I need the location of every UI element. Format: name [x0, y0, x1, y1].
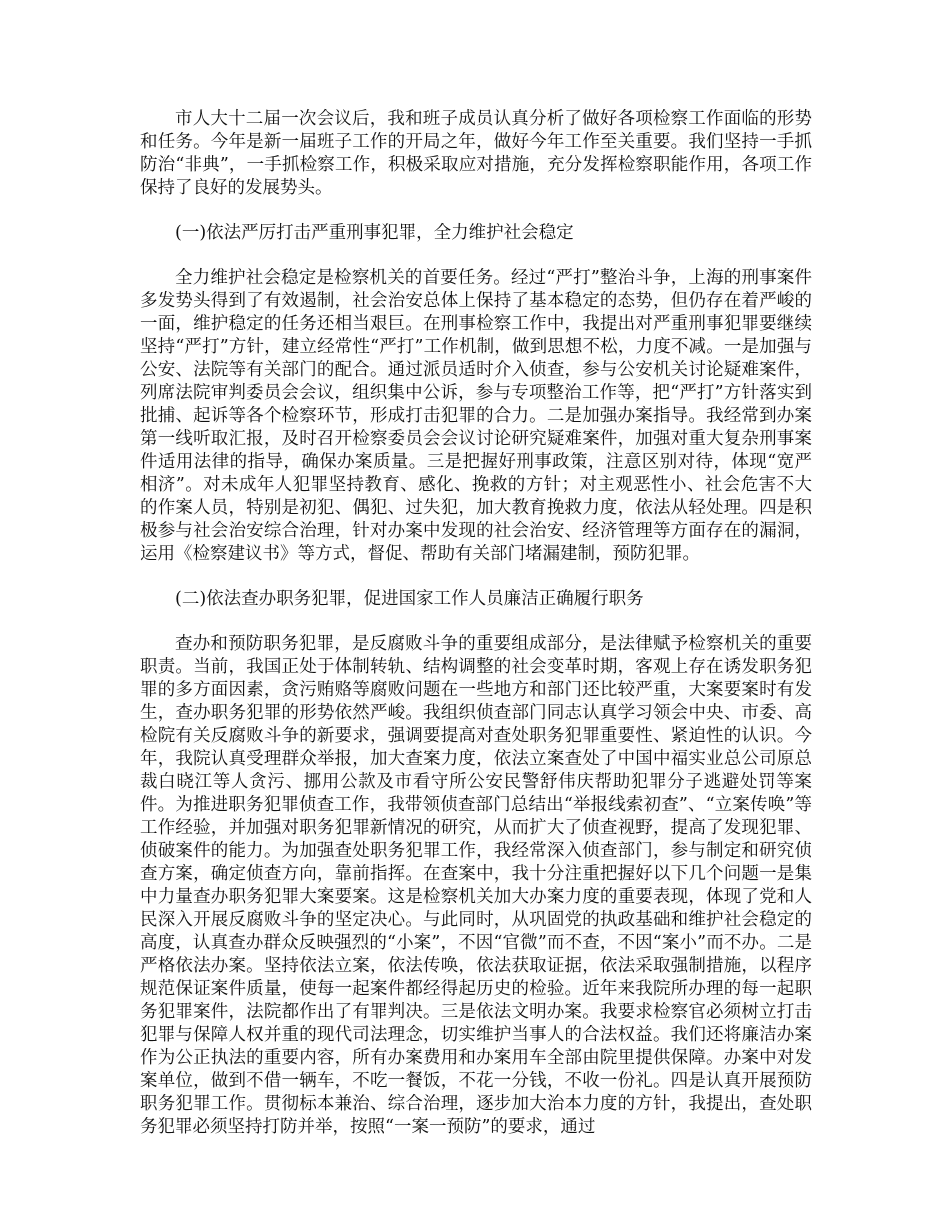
section-1-paragraph: 全力维护社会稳定是检察机关的首要任务。经过“严打”整治斗争，上海的刑事案件多发势头得到了有效遏制，社会治安总体上保持了基本稳定的态势，但仍存在着严峻的一面，维护稳定的任务还相当艰巨。在刑事检察工作中，我提出对严重刑事犯罪要继续坚持“严打”方针，建立经常性“严打”工作机制，做到思想不松，力度不减。一是加强与公安、法院等有关部门的配合。通过派员适时介入侦查，参与公安机关讨论疑难案件，列席法院审判委员会会议，组织集中公诉，参与专项整治工作等，把“严打”方针落实到批捕、起诉等各个检察环节，形成打击犯罪的合力。二是加强办案指导。我经常到办案第一线听取汇报，及时召开检察委员会会议讨论研究疑难案件，加强对重大复杂刑事案件适用法律的指导，确保办案质量。三是把握好刑事政策，注意区别对待，体现“宽严相济”。对未成年人犯罪坚持教育、感化、挽救的方针；对主观恶性小、社会危害不大的作案人员，特别是初犯、偶犯、过失犯，加大教育挽救力度，依法从轻处理。四是积极参与社会治安综合治理，针对办案中发现的社会治安、经济管理等方面存在的漏洞，运用《检察建议书》等方式，督促、帮助有关部门堵漏建制，预防犯罪。 — [140, 268, 812, 564]
document-body — [140, 108, 812, 1161]
intro-paragraph: 市人大十二届一次会议后，我和班子成员认真分析了做好各项检察工作面临的形势和任务。今年是新一届班子工作的开局之年，做好今年工作至关重要。我们坚持一手抓防治“非典”，一手抓检察工作，积极采取应对措施，充分发挥检察职能作用，各项工作保持了良好的发展势头。 — [140, 109, 812, 198]
section-2-heading: (二)依法查办职务犯罪，促进国家工作人员廉洁正确履行职务 — [175, 589, 644, 609]
section-2-paragraph: 查办和预防职务犯罪，是反腐败斗争的重要组成部分，是法律赋予检察机关的重要职责。当前，我国正处于体制转轨、结构调整的社会变革时期，客观上存在诱发职务犯罪的多方面因素，贪污贿赂等腐败问题在一些地方和部门还比较严重，大案要案时有发生，查办职务犯罪的形势依然严峻。我组织侦查部门同志认真学习领会中央、市委、高检院有关反腐败斗争的新要求，强调要提高对查处职务犯罪重要性、紧迫性的认识。今年，我院认真受理群众举报，加大查案力度，依法立案查处了中国中福实业总公司原总裁白晓江等人贪污、挪用公款及市看守所公安民警舒伟庆帮助犯罪分子逃避处罚等案件。为推进职务犯罪侦查工作，我带领侦查部门总结出“举报线索初查”、“立案传唤”等工作经验，并加强对职务犯罪新情况的研究，从而扩大了侦查视野，提高了发现犯罪、侦破案件的能力。为加强查处职务犯罪工作，我经常深入侦查部门，参与制定和研究侦查方案，确定侦查方向，靠前指挥。在查案中，我十分注重把握好以下几个问题一是集中力量查办职务犯罪大案要案。这是检察机关加大办案力度的重要表现，体现了党和人民深入开展反腐败斗争的坚定决心。与此同时，从巩固党的执政基础和维护社会稳定的高度，认真查办群众反映强烈的“小案”，不因“官微”而不查，不因“案小”而不办。二是严格依法办案。坚持依法立案，依法传唤，依法获取证据，依法采取强制措施，以程序规范保证案件质量，使每一起案件都经得起历史的检验。近年来我院所办理的每一起职务犯罪案件，法院都作出了有罪判决。三是依法文明办案。我要求检察官必须树立打击犯罪与保障人权并重的现代司法理念，切实维护当事人的合法权益。我们还将廉洁办案作为公正执法的重要内容，所有办案费用和办案用车全部由院里提供保障。办案中对发案单位，做到不借一辆车，不吃一餐饭，不花一分钱，不收一份礼。四是认真开展预防职务犯罪工作。贯彻标本兼治、综合治理，逐步加大治本力度的方针，我提出，查处职务犯罪必须坚持打防并举，按照“一案一预防”的要求，通过 — [140, 634, 812, 1137]
section-1-heading: (一)依法严厉打击严重刑事犯罪，全力维护社会稳定 — [175, 223, 574, 243]
